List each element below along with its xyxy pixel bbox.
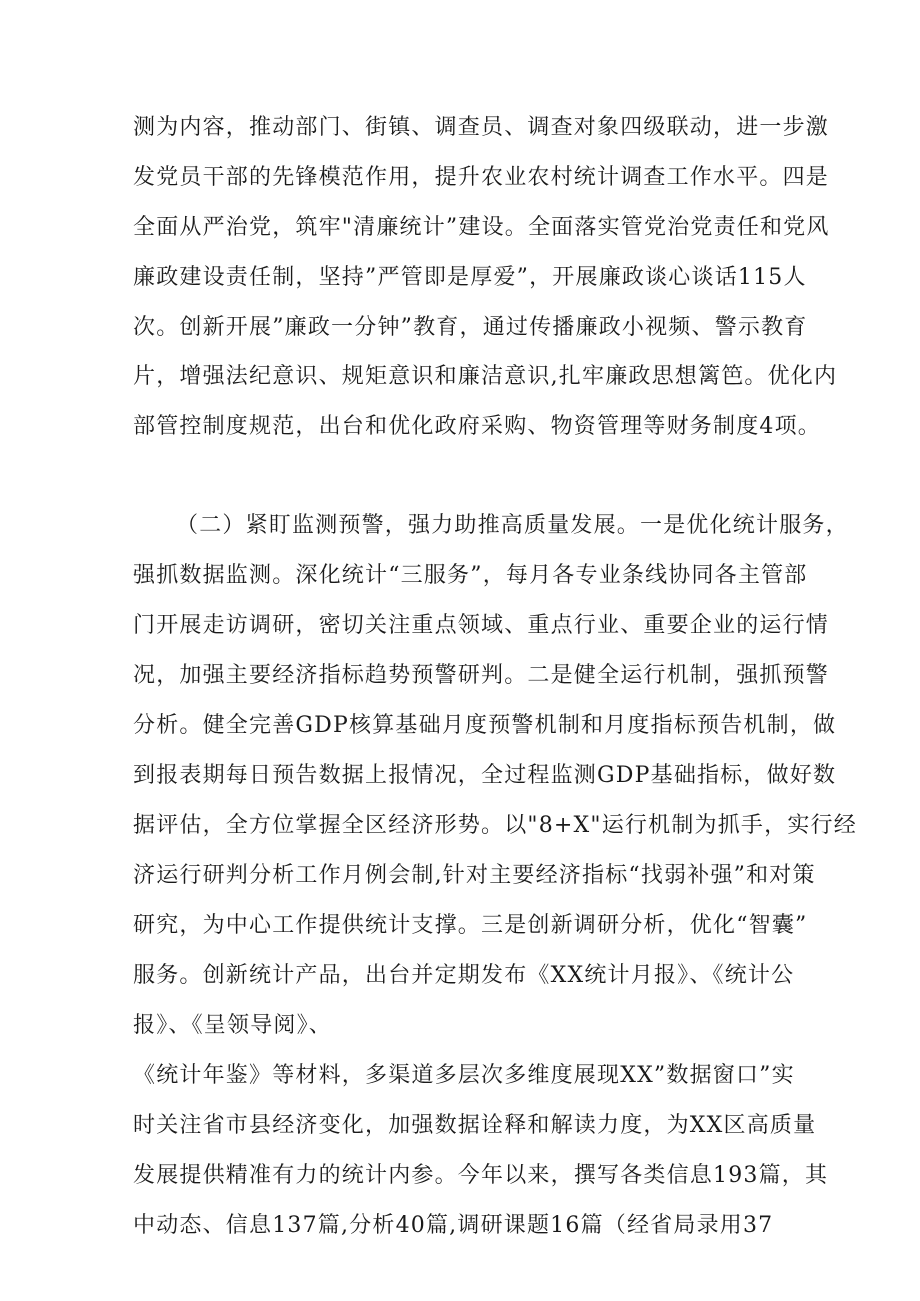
text-line: 次。创新开展”廉政一分钟”教育，通过传播廉政小视频、警示教育 bbox=[133, 315, 808, 340]
text-line: 部管控制度规范，出台和优化政府采购、物资管理等财务制度4项。 bbox=[133, 414, 821, 439]
paragraph-heading-line: （二）紧盯监测预警，强力助推高质量发展。一是优化统计服务， bbox=[176, 513, 849, 538]
text-line: 据评估，全方位掌握全区经济形势。以"8+X"运行机制为抓手，实行经 bbox=[133, 813, 857, 838]
text-line: 研究，为中心工作提供统计支撑。三是创新调研分析，优化“智囊” bbox=[133, 913, 808, 938]
text-line: 全面从严治党，筑牢"清廉统计”建设。全面落实管党治党责任和党风 bbox=[133, 215, 830, 240]
text-line: 片，增强法纪意识、规矩意识和廉洁意识,扎牢廉政思想篱笆。优化内 bbox=[133, 364, 838, 389]
text-line: 济运行研判分析工作月例会制,针对主要经济指标“找弱补强”和对策 bbox=[133, 863, 816, 888]
text-line: 发展提供精准有力的统计内参。今年以来，撰写各类信息193篇，其 bbox=[133, 1163, 829, 1188]
text-line: 到报表期每日预告数据上报情况，全过程监测GDP基础指标，做好数 bbox=[133, 763, 837, 788]
text-line: 中动态、信息137篇,分析40篇,调研课题16篇（经省局录用37 bbox=[133, 1213, 774, 1238]
text-line: 报》、《呈领导阅》、 bbox=[133, 1013, 333, 1038]
text-line: 强抓数据监测。深化统计“三服务”，每月各专业条线协同各主管部 bbox=[133, 563, 808, 588]
text-line: 况，加强主要经济指标趋势预警研判。二是健全运行机制，强抓预警 bbox=[133, 663, 830, 688]
text-line: 时关注省市县经济变化，加强数据诠释和解读力度，为XX区高质量 bbox=[133, 1113, 817, 1138]
text-line: 《统计年鉴》等材料，多渠道多层次多维度展现XX”数据窗口”实 bbox=[133, 1063, 795, 1088]
text-line: 发党员干部的先锋模范作用，提升农业农村统计调查工作水平。四是 bbox=[133, 165, 830, 190]
text-line: 分析。健全完善GDP核算基础月度预警机制和月度指标预告机制，做 bbox=[133, 713, 837, 738]
text-line: 测为内容，推动部门、街镇、调查员、调查对象四级联动，进一步激 bbox=[133, 115, 830, 140]
text-line: 廉政建设责任制，坚持”严管即是厚爱”，开展廉政谈心谈话115人 bbox=[133, 265, 807, 290]
text-line: 服务。创新统计产品，出台并定期发布《XX统计月报》、《统计公 bbox=[133, 963, 795, 988]
text-line: 门开展走访调研，密切关注重点领域、重点行业、重要企业的运行情 bbox=[133, 613, 830, 638]
